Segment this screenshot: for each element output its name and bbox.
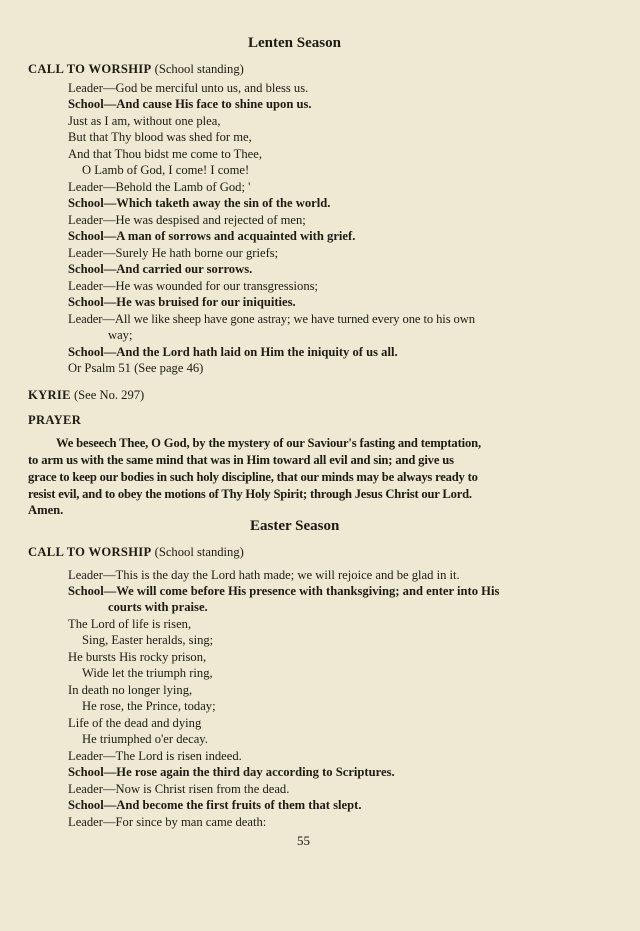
prayer-heading: PRAYER <box>28 413 82 427</box>
verse-line: Leader—All we like sheep have gone astray; we have turned every one to his own <box>68 312 475 326</box>
verse-line: Leader—For since by man came death: <box>68 815 267 829</box>
verse-line: School—And the Lord hath laid on Him the iniquity of us all. <box>68 345 398 359</box>
prayer-line: grace to keep our bodies in such holy discipline, that our minds may be always ready to <box>28 470 478 484</box>
call-note: (School standing) <box>154 62 244 76</box>
lenten-title: Lenten Season <box>248 35 341 51</box>
verse-line: courts with praise. <box>108 600 208 614</box>
kyrie-note: (See No. 297) <box>73 388 145 402</box>
verse-line: Leader—He was wounded for our transgressions; <box>68 279 319 293</box>
verse-line: School—And cause His face to shine upon us. <box>68 97 312 111</box>
verse-line: He rose, the Prince, today; <box>82 699 216 713</box>
prayer-line: We beseech Thee, O God, by the mystery of our Saviour's fasting and temptation, <box>56 436 481 450</box>
verse-line: School—A man of sorrows and acquainted with grief. <box>68 229 356 243</box>
page-number: 55 <box>297 833 310 848</box>
verse-line: School—He was bruised for our iniquities. <box>68 295 296 309</box>
easter-call-to-worship <box>28 544 244 560</box>
verse-line: The Lord of life is risen, <box>68 617 192 631</box>
verse-line: Leader—Behold the Lamb of God; ' <box>68 180 251 194</box>
verse-line: Sing, Easter heralds, sing; <box>82 633 214 647</box>
verse-line: School—And carried our sorrows. <box>68 262 253 276</box>
verse-line: Leader—The Lord is risen indeed. <box>68 749 242 763</box>
verse-line: School—We will come before His presence with thanksgiving; and enter into His <box>68 584 500 598</box>
call-heading: CALL TO WORSHIP <box>28 62 152 76</box>
call-heading: CALL TO WORSHIP <box>28 545 152 559</box>
verse-line: Life of the dead and dying <box>68 716 202 730</box>
verse-line: Leader—Surely He hath borne our griefs; <box>68 246 279 260</box>
verse-line: Wide let the triumph ring, <box>82 666 213 680</box>
prayer-line: resist evil, and to obey the motions of Thy Holy Spirit; through Jesus Christ our Lord. <box>28 487 472 501</box>
prayer-line: to arm us with the same mind that was in Him toward all evil and sin; and give us <box>28 453 454 467</box>
verse-line: School—Which taketh away the sin of the world. <box>68 196 331 210</box>
verse-line: Leader—This is the day the Lord hath made; we will rejoice and be glad in it. <box>68 568 460 582</box>
verse-line: Or Psalm 51 (See page 46) <box>68 361 204 375</box>
verse-line: School—He rose again the third day according to Scriptures. <box>68 765 395 779</box>
call-note: (School standing) <box>154 545 244 559</box>
verse-line: O Lamb of God, I come! I come! <box>82 163 250 177</box>
verse-line: He bursts His rocky prison, <box>68 650 207 664</box>
verse-line: He triumphed o'er decay. <box>82 732 208 746</box>
easter-title: Easter Season <box>250 518 340 534</box>
verse-line: School—And become the first fruits of them that slept. <box>68 798 362 812</box>
kyrie-heading: KYRIE <box>28 388 71 402</box>
kyrie-line <box>28 387 144 403</box>
verse-line: But that Thy blood was shed for me, <box>68 130 252 144</box>
verse-line: Leader—God be merciful unto us, and bless us. <box>68 81 309 95</box>
verse-line: And that Thou bidst me come to Thee, <box>68 147 263 161</box>
verse-line: Leader—He was despised and rejected of men; <box>68 213 306 227</box>
verse-line: Just as I am, without one plea, <box>68 114 221 128</box>
lenten-call-to-worship <box>28 61 244 77</box>
verse-line: way; <box>108 328 133 342</box>
verse-line: Leader—Now is Christ risen from the dead. <box>68 782 290 796</box>
verse-line: In death no longer lying, <box>68 683 193 697</box>
prayer-line: Amen. <box>28 503 64 517</box>
